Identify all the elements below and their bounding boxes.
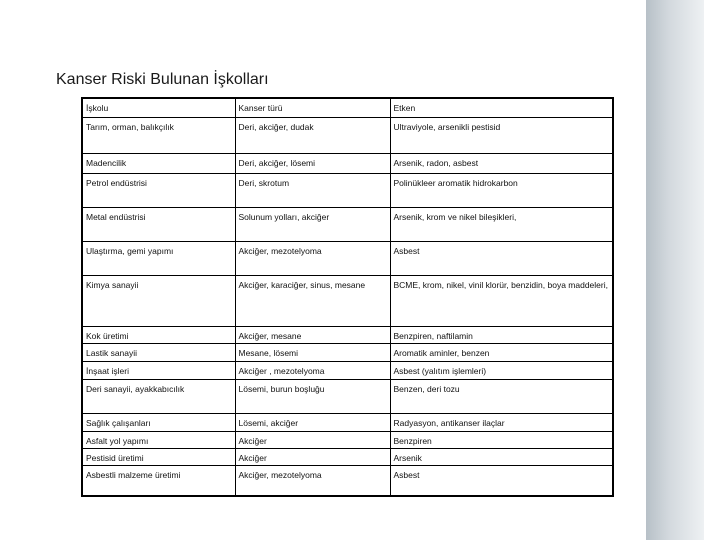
table-row	[82, 241, 613, 275]
cell-agent: Asbest	[390, 465, 613, 496]
cell-cancer-type: Akciğer, karaciğer, sinus, mesane	[235, 275, 390, 326]
cell-occupation: Deri sanayii, ayakkabıcılık	[82, 379, 235, 413]
cell-occupation: Madencilik	[82, 153, 235, 173]
cell-occupation: İnşaat işleri	[82, 361, 235, 379]
cell-occupation: Kok üretimi	[82, 326, 235, 343]
cell-agent: Asbest (yalıtım işlemleri)	[390, 361, 613, 379]
cell-occupation: Petrol endüstrisi	[82, 173, 235, 207]
cell-occupation: Tarım, orman, balıkçılık	[82, 117, 235, 153]
cell-occupation: Metal endüstrisi	[82, 207, 235, 241]
cell-agent: Benzpiren	[390, 431, 613, 448]
cell-cancer-type: Deri, akciğer, dudak	[235, 117, 390, 153]
cell-occupation: Pestisid üretimi	[82, 448, 235, 465]
cell-agent: Arsenik	[390, 448, 613, 465]
table-row	[82, 326, 613, 343]
cell-occupation: Lastik sanayii	[82, 343, 235, 361]
cancer-risk-table	[81, 97, 614, 497]
table-row	[82, 153, 613, 173]
decorative-side-bar	[646, 0, 704, 540]
table-row	[82, 117, 613, 153]
table-row	[82, 413, 613, 431]
header-occupation: İşkolu	[82, 98, 235, 117]
cell-cancer-type: Akciğer, mesane	[235, 326, 390, 343]
cell-agent: Arsenik, krom ve nikel bileşikleri,	[390, 207, 613, 241]
cell-cancer-type: Deri, skrotum	[235, 173, 390, 207]
decorative-side-bar-edge	[704, 0, 720, 540]
table-row	[82, 361, 613, 379]
cell-cancer-type: Akciğer , mezotelyoma	[235, 361, 390, 379]
cell-agent: Arsenik, radon, asbest	[390, 153, 613, 173]
cell-cancer-type: Akciğer, mezotelyoma	[235, 241, 390, 275]
cell-agent: Ultraviyole, arsenikli pestisid	[390, 117, 613, 153]
cell-cancer-type: Akciğer	[235, 448, 390, 465]
cell-agent: BCME, krom, nikel, vinil klorür, benzidin, boya maddeleri,	[390, 275, 613, 326]
cell-agent: Benzpiren, naftilamin	[390, 326, 613, 343]
cell-cancer-type: Akciğer, mezotelyoma	[235, 465, 390, 496]
cell-occupation: Asbestli malzeme üretimi	[82, 465, 235, 496]
cell-agent: Polinükleer aromatik hidrokarbon	[390, 173, 613, 207]
cell-agent: Benzen, deri tozu	[390, 379, 613, 413]
cell-cancer-type: Deri, akciğer, lösemi	[235, 153, 390, 173]
table-row	[82, 173, 613, 207]
cell-agent: Radyasyon, antikanser ilaçlar	[390, 413, 613, 431]
table-row	[82, 207, 613, 241]
cell-cancer-type: Mesane, lösemi	[235, 343, 390, 361]
cell-occupation: Kimya sanayii	[82, 275, 235, 326]
table-header-row	[82, 98, 613, 117]
table-row	[82, 448, 613, 465]
cell-occupation: Ulaştırma, gemi yapımı	[82, 241, 235, 275]
cell-agent: Aromatik aminler, benzen	[390, 343, 613, 361]
slide-title: Kanser Riski Bulunan İşkolları	[56, 71, 269, 88]
cell-agent: Asbest	[390, 241, 613, 275]
table-row	[82, 379, 613, 413]
cell-occupation: Sağlık çalışanları	[82, 413, 235, 431]
cell-cancer-type: Lösemi, akciğer	[235, 413, 390, 431]
table-row	[82, 431, 613, 448]
table-row	[82, 343, 613, 361]
header-cancer-type: Kanser türü	[235, 98, 390, 117]
cell-cancer-type: Akciğer	[235, 431, 390, 448]
table-row	[82, 465, 613, 496]
cell-cancer-type: Lösemi, burun boşluğu	[235, 379, 390, 413]
header-agent: Etken	[390, 98, 613, 117]
cell-cancer-type: Solunum yolları, akciğer	[235, 207, 390, 241]
table-row	[82, 275, 613, 326]
cell-occupation: Asfalt yol yapımı	[82, 431, 235, 448]
